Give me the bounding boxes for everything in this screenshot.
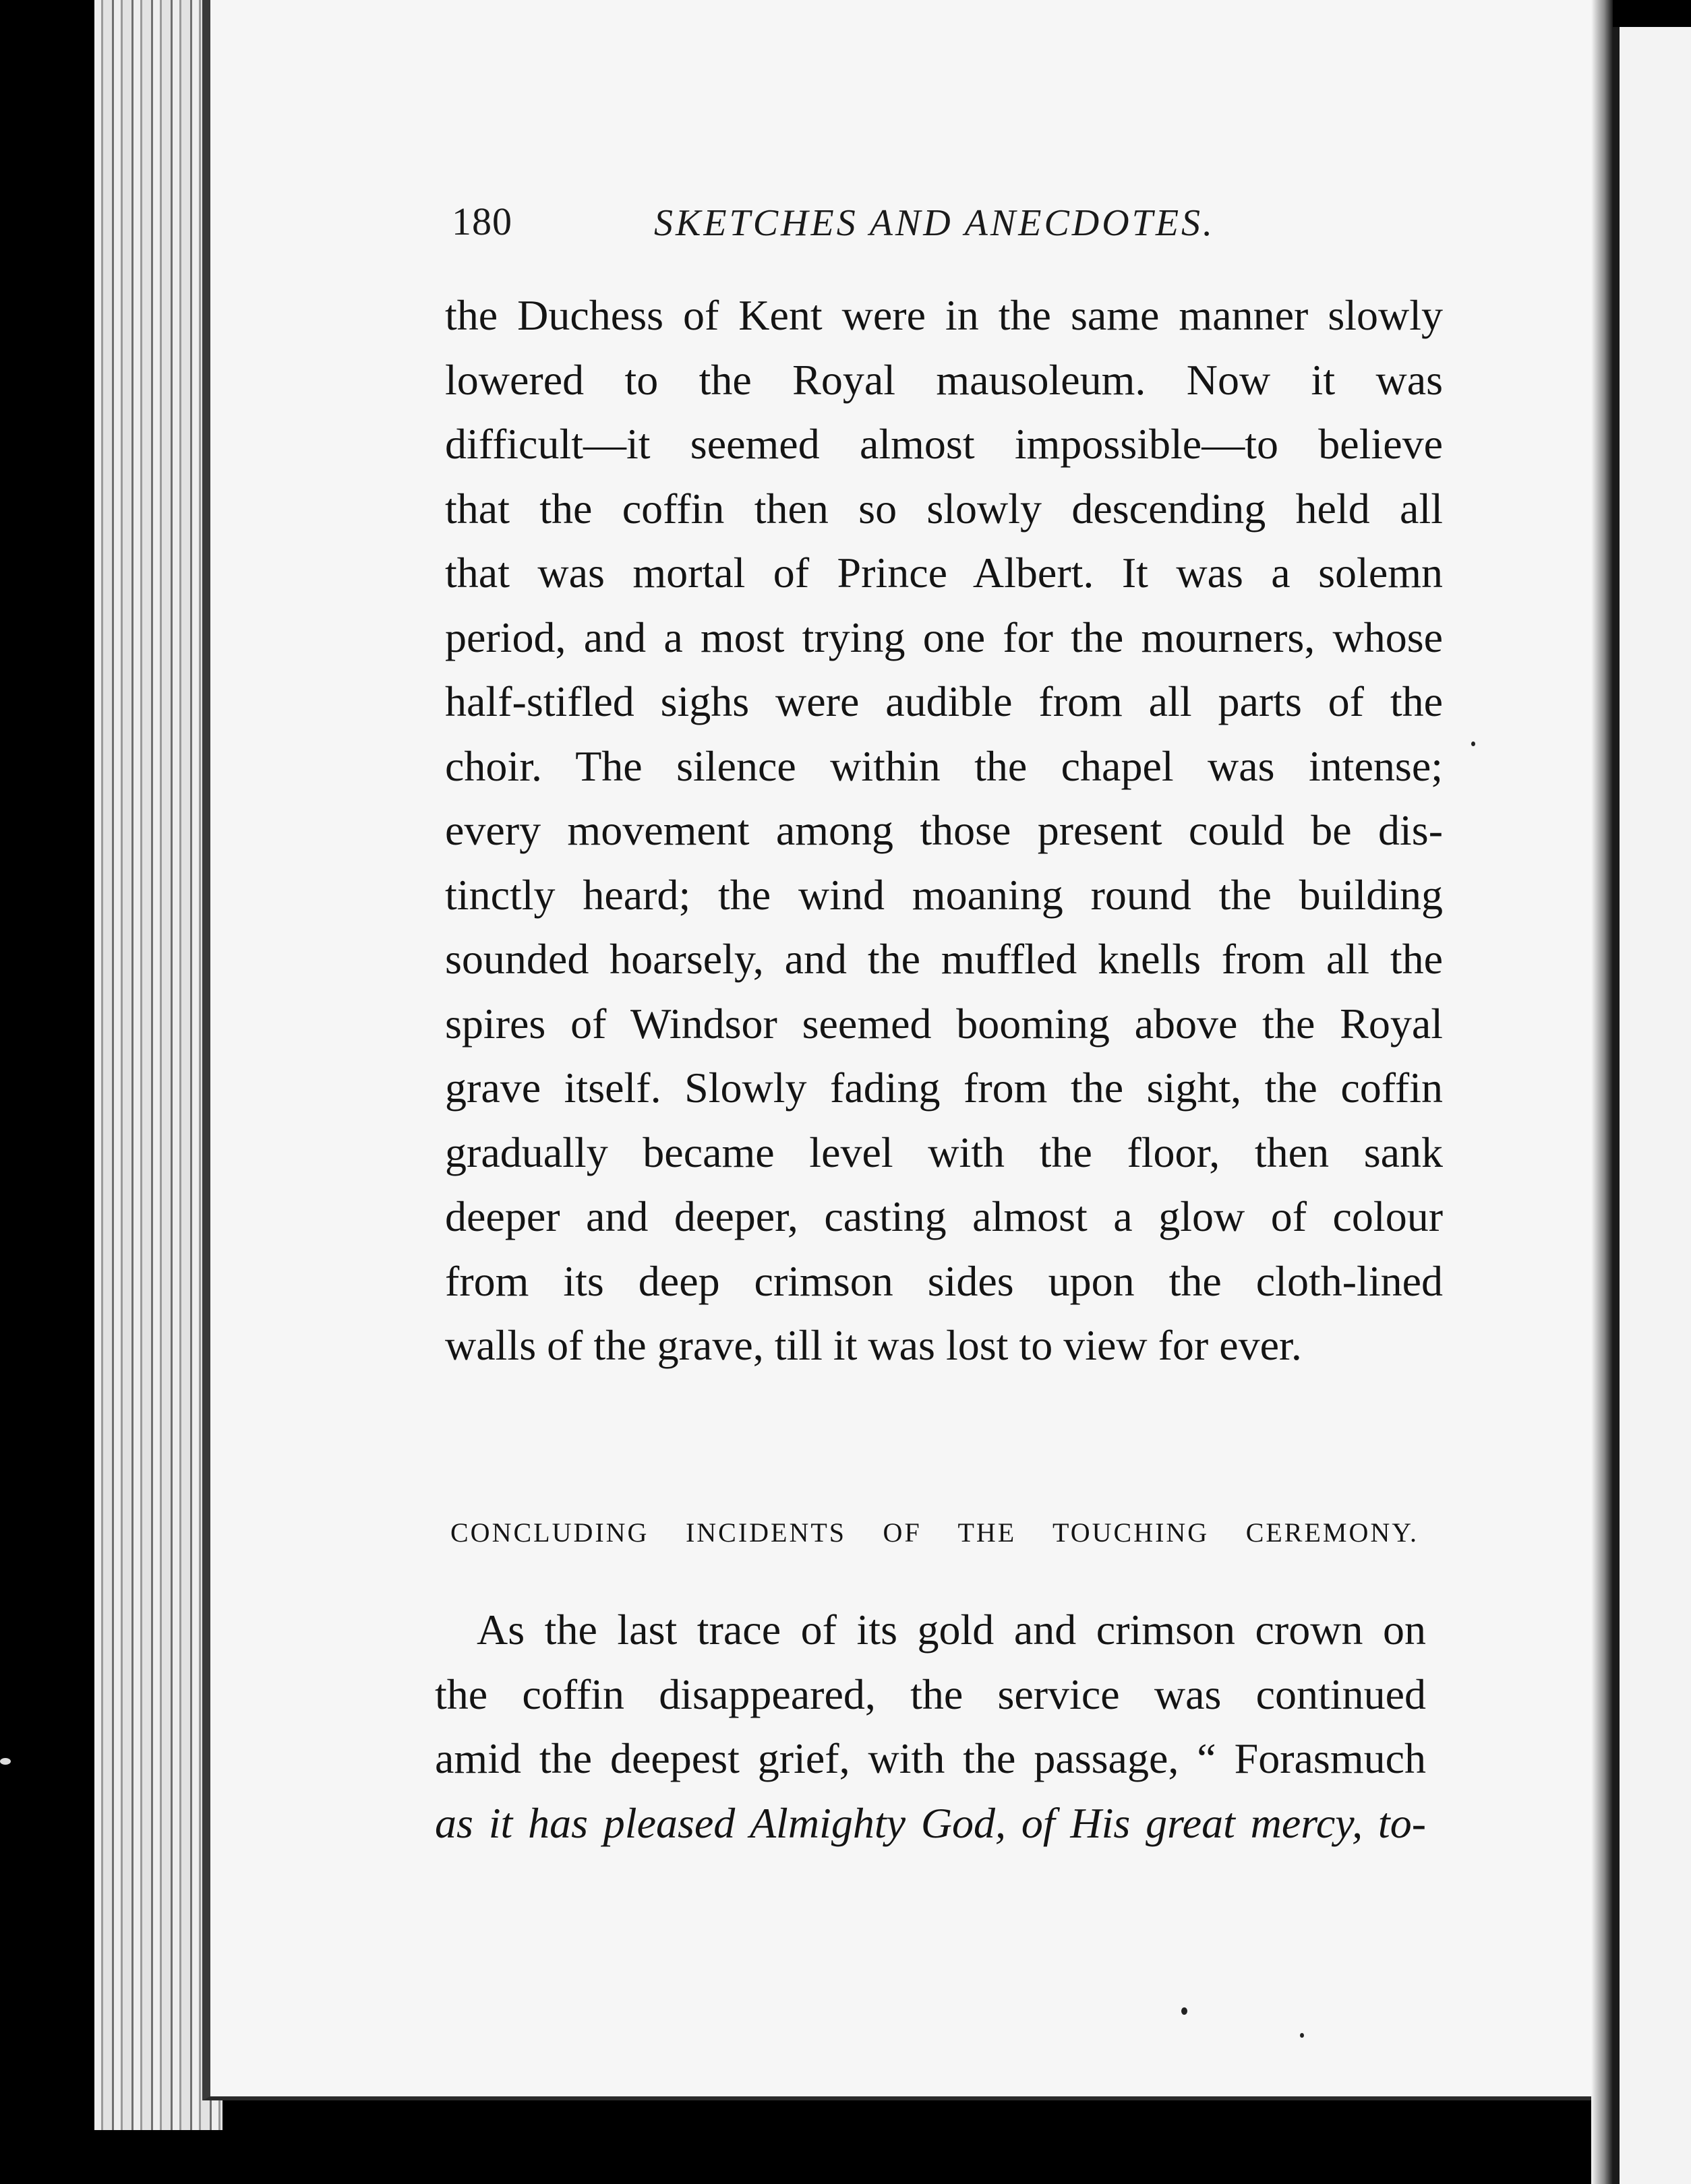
text-line: lowered to the Royal mausoleum. Now it was [445,355,1443,404]
text-line: amid the deepest grief, with the passage, “ Forasmuch [435,1734,1426,1782]
text-line: period, and a most trying one for the mourners, whose [445,613,1443,661]
text-line: difficult—it seemed almost impossible—to believe [445,420,1443,468]
text-line: tinctly heard; the wind moaning round the building [445,870,1443,919]
text-line: the coffin disappeared, the service was continued [435,1670,1426,1718]
running-head [452,199,1261,260]
text-line: as it has pleased Almighty God, of His great mercy, to- [435,1798,1426,1847]
gutter-shadow [1591,0,1613,2184]
text-line: walls of the grave, till it was lost to view for ever. [445,1321,1302,1369]
text-line: grave itself. Slowly fading from the sight, the coffin [445,1064,1443,1112]
text-line: choir. The silence within the chapel was intense; [445,741,1443,790]
ink-speck [1471,741,1475,746]
text-line: spires of Windsor seemed booming above the Royal [445,999,1443,1048]
section-heading: CONCLUDING INCIDENTS OF THE TOUCHING CEREMONY. [450,1517,1419,1548]
text-line: sounded hoarsely, and the muffled knells from all the [445,935,1443,983]
facing-page-edge [1613,27,1691,2184]
text-line: every movement among those present could be dis- [445,806,1443,854]
text-line: gradually became level with the floor, then sank [445,1128,1443,1176]
text-line: As the last trace of its gold and crimson crown on [477,1606,1426,1654]
ink-speck [1300,2033,1304,2038]
text-line: deeper and deeper, casting almost a glow of colour [445,1192,1443,1240]
running-title: SKETCHES AND ANECDOTES. [654,202,1216,244]
paragraph-2 [435,1598,1426,1855]
ink-speck [1181,2007,1187,2015]
text-line: from its deep crimson sides upon the cloth-lined [445,1256,1443,1305]
ink-speck [0,1758,11,1765]
text-line: that was mortal of Prince Albert. It was a solemn [445,549,1443,597]
page-number: 180 [452,200,512,243]
text-line: that the coffin then so slowly descending held all [445,484,1443,533]
paragraph-1 [445,283,1443,1378]
text-line: half-stifled sighs were audible from all parts of the [445,677,1443,725]
text-line: the Duchess of Kent were in the same manner slowly [445,291,1443,339]
